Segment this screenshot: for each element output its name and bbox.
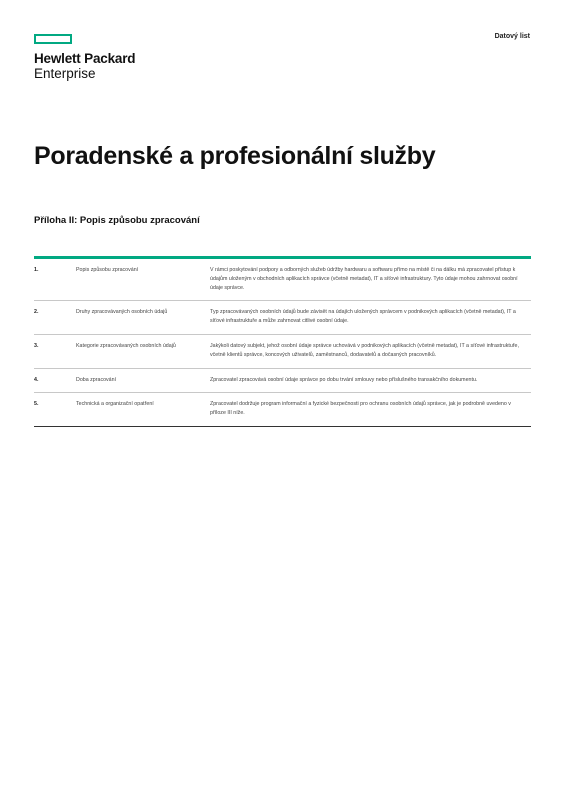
row-description: Jakýkoli datový subjekt, jehož osobní údaje správce uchovává v podnikových aplikacích (včetně metadat), IT a síťové infrastruktuře, včetně klientů správce, koncových uživatelů, zaměstnanců, dodavatelů a dočasných pracovníků.: [210, 334, 531, 368]
page-title: Poradenské a profesionální služby: [34, 142, 436, 170]
row-description: V rámci poskytování podpory a odborných služeb údržby hardwaru a softwaru přímo na místě či na dálku má zpracovatel přístup k údajům uloženým v obchodních aplikacích správce (včetně metadat), IT a síťové infrastruktury. Tyto údaje mohou zahrnovat osobní údaje správce.: [210, 267, 518, 291]
row-number: 4.: [34, 368, 76, 393]
row-label: Kategorie zpracovávaných osobních údajů: [76, 334, 210, 368]
row-number: 2.: [34, 301, 76, 335]
row-description: Typ zpracovávaných osobních údajů bude závisět na údajích uložených správcem v podnikových aplikacích (včetně metadat), IT a síťové infrastruktuře a může zahrnovat citlivé osobní údaje.: [210, 301, 531, 335]
row-description: Zpracovatel zpracovává osobní údaje správce po dobu trvání smlouvy nebo příslušného transakčního dokumentu.: [210, 368, 531, 393]
logo-line-2: Enterprise: [34, 66, 96, 81]
logo-line-1: Hewlett Packard: [34, 51, 136, 66]
row-number: 5.: [34, 393, 76, 426]
row-label: Doba zpracování: [76, 368, 210, 393]
row-label: Druhy zpracovávaných osobních údajů: [76, 301, 210, 335]
table-row: [34, 301, 531, 335]
processing-table: [34, 256, 531, 427]
row-label: Popis způsobu zpracování: [76, 267, 139, 273]
row-description: Zpracovatel dodržuje program informační a fyzické bezpečnosti pro ochranu osobních údajů správce, jak je podrobně uvedeno v příloze III níže.: [210, 393, 531, 426]
hpe-logo: [34, 51, 135, 81]
document-type-label: Datový list: [494, 33, 530, 40]
section-subtitle: Příloha II: Popis způsobu zpracování: [34, 215, 200, 226]
table-row: [34, 368, 531, 393]
table-row: [34, 393, 531, 426]
row-number: 1.: [34, 267, 39, 273]
row-label: Technická a organizační opatření: [76, 393, 210, 426]
hpe-logo-rectangle-icon: [34, 34, 72, 44]
row-number: 3.: [34, 334, 76, 368]
table-row: [34, 334, 531, 368]
table-row: [34, 259, 531, 301]
